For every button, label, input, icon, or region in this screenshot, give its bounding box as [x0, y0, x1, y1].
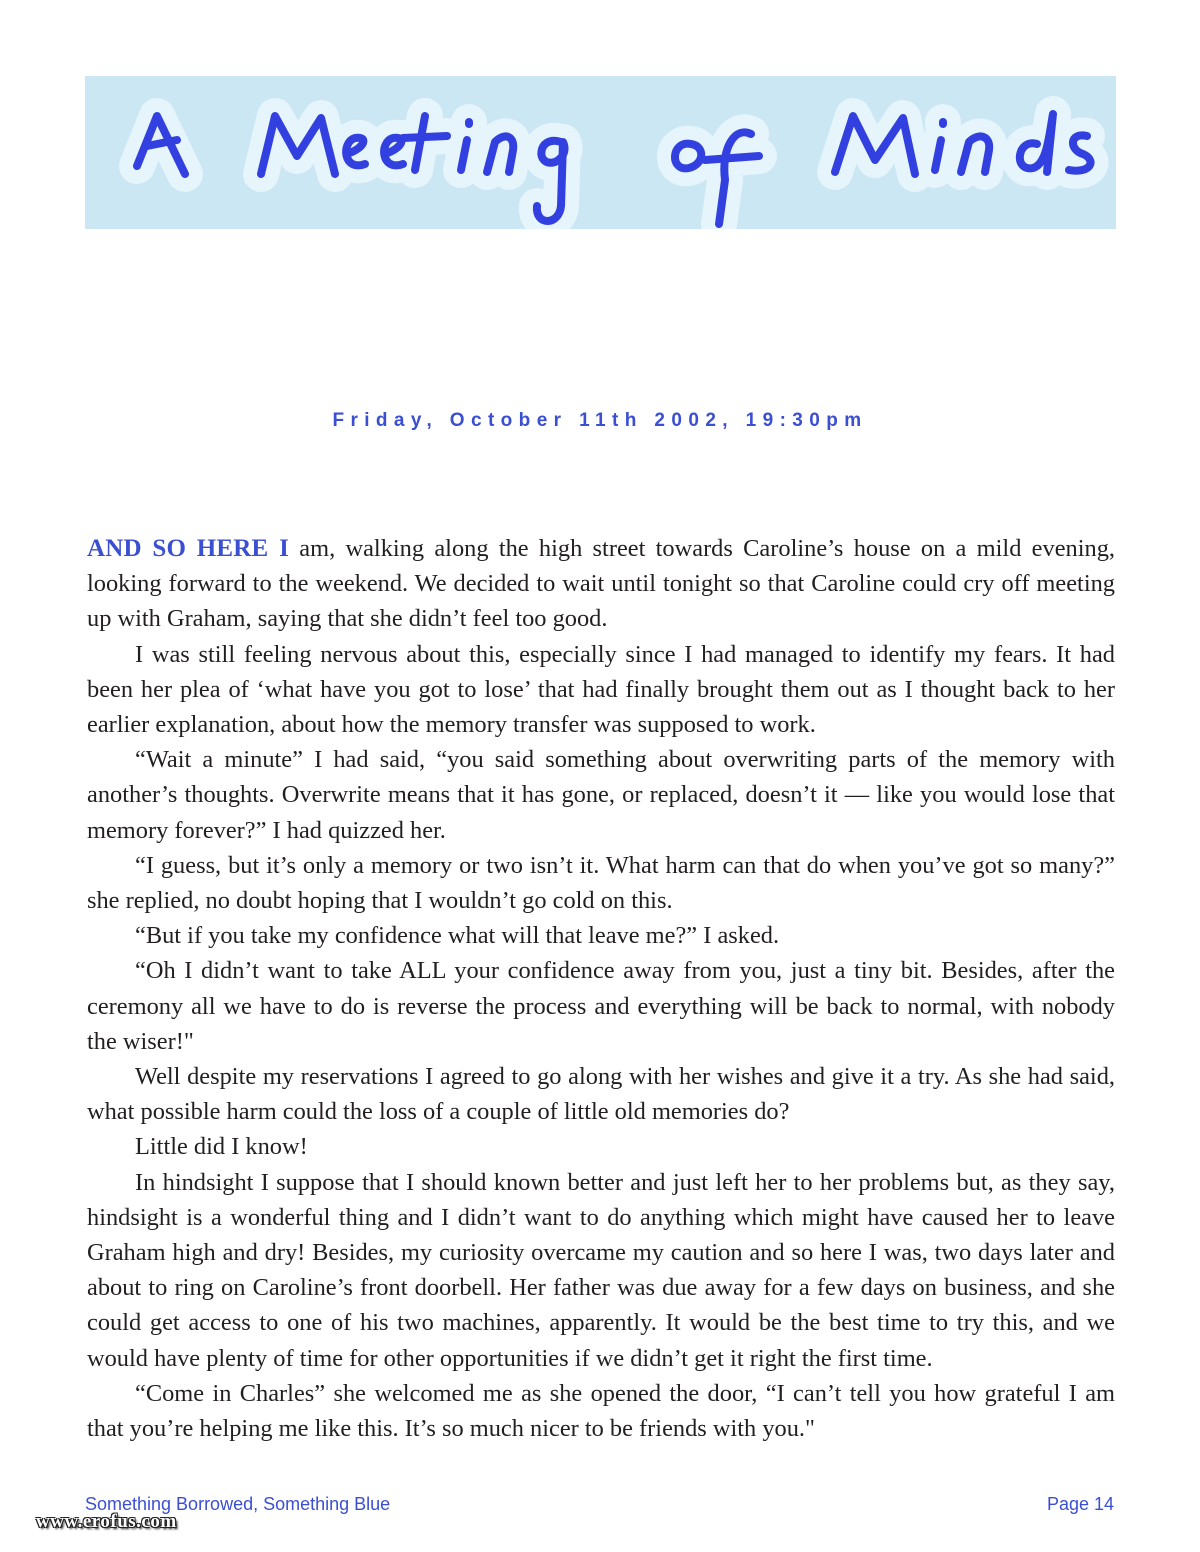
lead-in: AND SO HERE I — [87, 535, 290, 562]
story-body — [87, 531, 1115, 1446]
paragraph-text: am, walking along the high street towards Caroline’s house on a mild evening, looking forward to the weekend. We decided to wait until tonight so that Caroline could cry off meeting up with Graham, saying that she didn’t feel too good. — [87, 535, 1115, 633]
title-lettering — [85, 76, 1116, 229]
story-paragraph: Well despite my reservations I agreed to go along with her wishes and give it a try. As she had said, what possible harm could the loss of a couple of little old memories do? — [87, 1063, 1115, 1126]
story-paragraph: “Oh I didn’t want to take ALL your confidence away from you, just a tiny bit. Besides, after the ceremony all we have to do is reverse the process and everything will be back to normal, with nobody the wiser!" — [87, 957, 1115, 1055]
story-paragraph: “I guess, but it’s only a memory or two isn’t it. What harm can that do when you’ve got so many?” she replied, no doubt hoping that I wouldn’t go cold on this. — [87, 851, 1115, 915]
story-paragraph: In hindsight I suppose that I should known better and just left her to her problems but, as they say, hindsight is a wonderful thing and I didn’t want to do anything which might have caused her to leave Graham high and dry! Besides, my curiosity overcame my caution and so here I was, two days later and about to ring on Caroline’s front doorbell. Her father was due away for a few days on business, and she could get access to one of his two machines, apparently. It would be the best time to try this, and we would have plenty of time for other opportunities if we didn’t get it right the first time. — [87, 1168, 1115, 1372]
story-paragraph: Little did I know! — [135, 1133, 308, 1161]
footer-book-title: Something Borrowed, Something Blue — [85, 1494, 391, 1514]
footer-page-number: Page 14 — [1046, 1494, 1114, 1514]
story-paragraph: “Come in Charles” she welcomed me as she opened the door, “I can’t tell you how grateful I am that you’re helping me like this. It’s so much nicer to be friends with you." — [87, 1379, 1115, 1443]
story-paragraph: “Wait a minute” I had said, “you said something about overwriting parts of the memory with another’s thoughts. Overwrite means that it has gone, or replaced, doesn’t it — like you would lose that memory forever?” I had quizzed her. — [87, 746, 1115, 844]
watermark-logo: www.erofus.com — [36, 1511, 177, 1532]
story-paragraph: I was still feeling nervous about this, especially since I had managed to identify my fears. It had been her plea of ‘what have you got to lose’ that had finally brought them out as I thought back to her earlier explanation, about how the memory transfer was supposed to work. — [87, 640, 1115, 739]
story-paragraph — [87, 531, 1115, 637]
story-paragraph: “But if you take my confidence what will that leave me?” I asked. — [135, 922, 780, 950]
title-banner — [85, 76, 1116, 229]
dateline: Friday, October 11th 2002, 19:30pm — [332, 410, 868, 431]
